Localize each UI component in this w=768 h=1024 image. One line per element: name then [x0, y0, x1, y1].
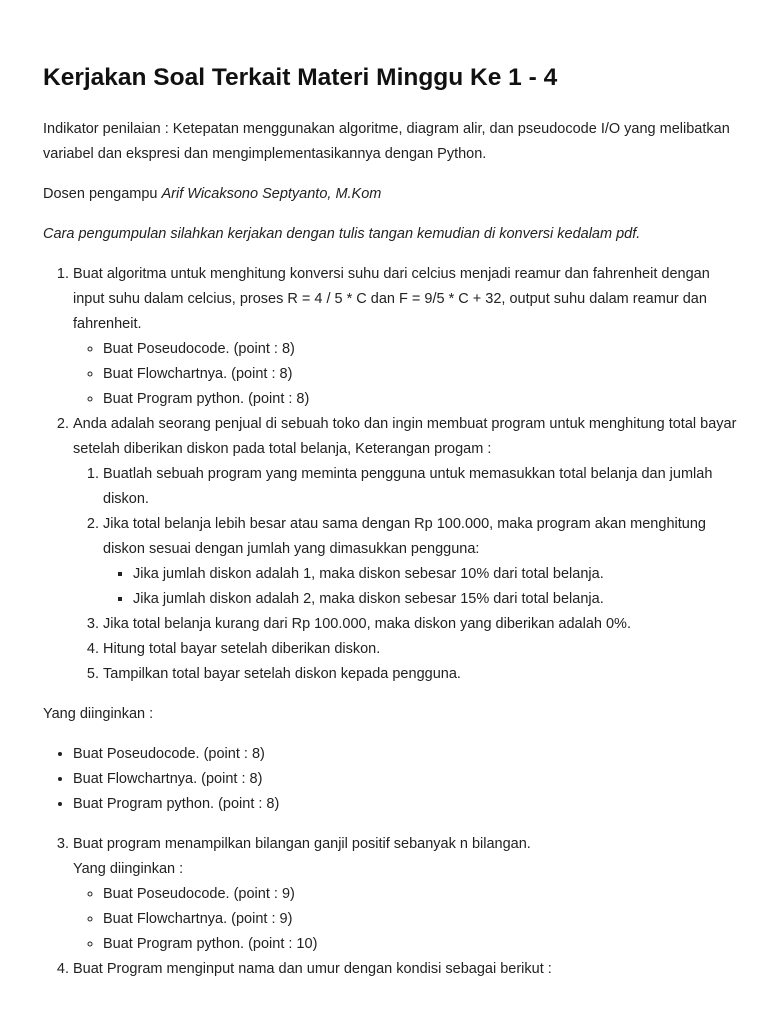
list-item [103, 512, 738, 612]
lecturer-paragraph [43, 182, 738, 207]
submission-note [43, 222, 738, 247]
indicator-paragraph: Indikator penilaian : Ketepatan menggunakan algoritme, diagram alir, dan pseudocode I/O yang melibatkan variabel dan ekspresi dan mengimplementasikannya dengan Python. [43, 121, 730, 162]
list-item: ◦ Buat Poseudocode. (point : 8) [103, 337, 738, 362]
list-item: ◦ Buat Flowchartnya. (point : 9) [103, 907, 738, 932]
lecturer-prefix: Dosen pengampu [43, 186, 162, 202]
question-1-text: Buat algoritma untuk menghitung konversi suhu dari celcius menjadi reamur dan fahrenheit dengan input suhu dalam celcius, proses R = 4 / 5 * C dan F = 9/5 * C + 32, output suhu dalam reamur dan fahrenheit. [73, 266, 710, 332]
list-item: ◦ Buat Program python. (point : 8) [103, 387, 738, 412]
list-item: ▪ Jika jumlah diskon adalah 1, maka diskon sebesar 10% dari total belanja. [133, 562, 738, 587]
list-item: • Buat Flowchartnya. (point : 8) [73, 767, 738, 792]
question-3-text: Buat program menampilkan bilangan ganjil positif sebanyak n bilangan. [73, 836, 531, 852]
step-2-text: Jika total belanja lebih besar atau sama dengan Rp 100.000, maka program akan menghitung diskon sesuai dengan jumlah yang dimasukkan pengguna: [103, 516, 706, 557]
question-4 [73, 957, 738, 982]
question-2-steps [73, 462, 738, 687]
list-item: ◦ Buat Poseudocode. (point : 9) [103, 882, 738, 907]
list-item: ◦ Buat Program python. (point : 10) [103, 932, 738, 957]
question-4-text: Buat Program menginput nama dan umur dengan kondisi sebagai berikut : [73, 961, 552, 977]
question-3 [73, 832, 738, 957]
question-1 [73, 262, 738, 412]
list-item: 5. Tampilkan total bayar setelah diskon kepada pengguna. [103, 662, 738, 687]
list-item: ▪ Jika jumlah diskon adalah 2, maka diskon sebesar 15% dari total belanja. [133, 587, 738, 612]
list-item: 3. Jika total belanja kurang dari Rp 100.000, maka diskon yang diberikan adalah 0%. [103, 612, 738, 637]
question-3-items [73, 882, 738, 957]
wanted-label: Yang diinginkan : [43, 706, 154, 722]
list-item: 1. Buatlah sebuah program yang meminta pengguna untuk memasukkan total belanja dan jumlah diskon. [103, 462, 738, 512]
question-1-items [73, 337, 738, 412]
question-2 [73, 412, 738, 687]
question-3-wanted-label: Yang diinginkan : [73, 861, 184, 877]
wanted-list [43, 742, 738, 817]
submission-note-text: Cara pengumpulan silahkan kerjakan dengan tulis tangan kemudian di konversi kedalam pdf. [43, 226, 641, 242]
questions-list-part2 [43, 832, 738, 982]
list-item: • Buat Poseudocode. (point : 8) [73, 742, 738, 767]
question-2-text: Anda adalah seorang penjual di sebuah toko dan ingin membuat program untuk menghitung total bayar setelah diberikan diskon pada total belanja, Keterangan progam : [73, 416, 737, 457]
step-2-items [103, 562, 738, 612]
page-title: Kerjakan Soal Terkait Materi Minggu Ke 1 - 4 [43, 64, 558, 91]
questions-list-part1 [43, 262, 738, 687]
list-item: • Buat Program python. (point : 8) [73, 792, 738, 817]
list-item: 4. Hitung total bayar setelah diberikan diskon. [103, 637, 738, 662]
list-item: ◦ Buat Flowchartnya. (point : 8) [103, 362, 738, 387]
lecturer-name: Arif Wicaksono Septyanto, M.Kom [161, 186, 382, 202]
